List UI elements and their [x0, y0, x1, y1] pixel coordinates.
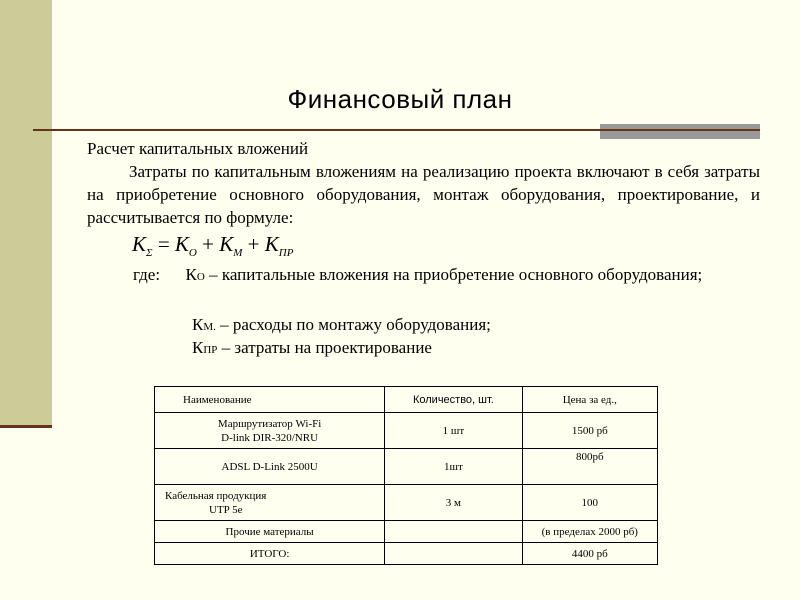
table-row: [155, 521, 658, 543]
formula-plus-2: +: [247, 232, 260, 256]
formula-plus-1: +: [202, 232, 214, 256]
row-qty: [385, 521, 522, 543]
table-row: [155, 485, 658, 521]
formula-term-3: K: [264, 232, 279, 256]
row-qty: 1шт: [385, 449, 522, 485]
table-row: [155, 413, 658, 449]
k-o-text: – капитальные вложения на приобретение основного оборудования;: [209, 265, 703, 284]
k-pr-text: – затраты на проектирование: [221, 338, 432, 357]
k-pr-definition: [192, 336, 432, 362]
section-heading: Расчет капитальных вложений: [87, 139, 309, 158]
k-o-symbol: К: [185, 265, 197, 284]
left-decor-band-edge: [0, 425, 52, 428]
row-price: 800рб: [522, 449, 657, 485]
row-qty: 1 шт: [385, 413, 522, 449]
formula-lhs-sub: Σ: [146, 247, 153, 260]
row-price: 100: [522, 485, 657, 521]
slide-title: Финансовый план: [287, 84, 513, 114]
header-name: Наименование: [155, 387, 385, 413]
k-m-text: – расходы по монтажу оборудования;: [220, 315, 491, 334]
formula-term-3-sub: ПР: [278, 247, 294, 260]
row-qty: 3 м: [385, 485, 522, 521]
k-pr-symbol: К: [192, 338, 204, 357]
row-name: Прочие материалы: [155, 521, 385, 543]
title-rule-box-line: [600, 129, 760, 131]
row-price: 1500 рб: [522, 413, 657, 449]
table-row: [155, 449, 658, 485]
formula-term-1-sub: O: [188, 247, 197, 260]
where-prefix: где:: [133, 265, 161, 284]
formula-term-1: K: [174, 232, 189, 256]
row-qty: [385, 543, 522, 565]
row-name: ИТОГО:: [155, 543, 385, 565]
formula-term-2: K: [219, 232, 234, 256]
formula: [132, 232, 293, 259]
k-pr-sub: ПР: [203, 344, 218, 356]
table-row: [155, 543, 658, 565]
row-name: Маршрутизатор Wi-Fi D-link DIR-320/NRU: [155, 413, 385, 449]
k-m-sub: М.: [203, 321, 216, 333]
formula-eq: =: [157, 232, 170, 256]
row-name: ADSL D-Link 2500U: [155, 449, 385, 485]
formula-lhs: K: [132, 232, 147, 256]
equipment-table: [154, 386, 658, 565]
title-rule: [33, 129, 600, 131]
k-o-sub: О: [196, 271, 205, 283]
table-header-row: [155, 387, 658, 413]
header-qty: Количество, шт.: [385, 387, 522, 413]
row-name: Кабельная продукция UTP 5e: [155, 485, 385, 521]
left-decor-band: [0, 0, 52, 425]
header-price: Цена за ед.,: [522, 387, 657, 413]
row-price: (в пределах 2000 рб): [522, 521, 657, 543]
description-paragraph: Затраты по капитальным вложениям на реализацию проекта включают в себя затраты на приобретение основного оборудования, монтаж оборудования, проектирование, и рассчитывается по формуле:: [87, 162, 760, 227]
k-m-symbol: К: [192, 315, 204, 334]
formula-term-2-sub: M: [233, 247, 243, 260]
where-definition: [87, 263, 760, 289]
row-price: 4400 рб: [522, 543, 657, 565]
